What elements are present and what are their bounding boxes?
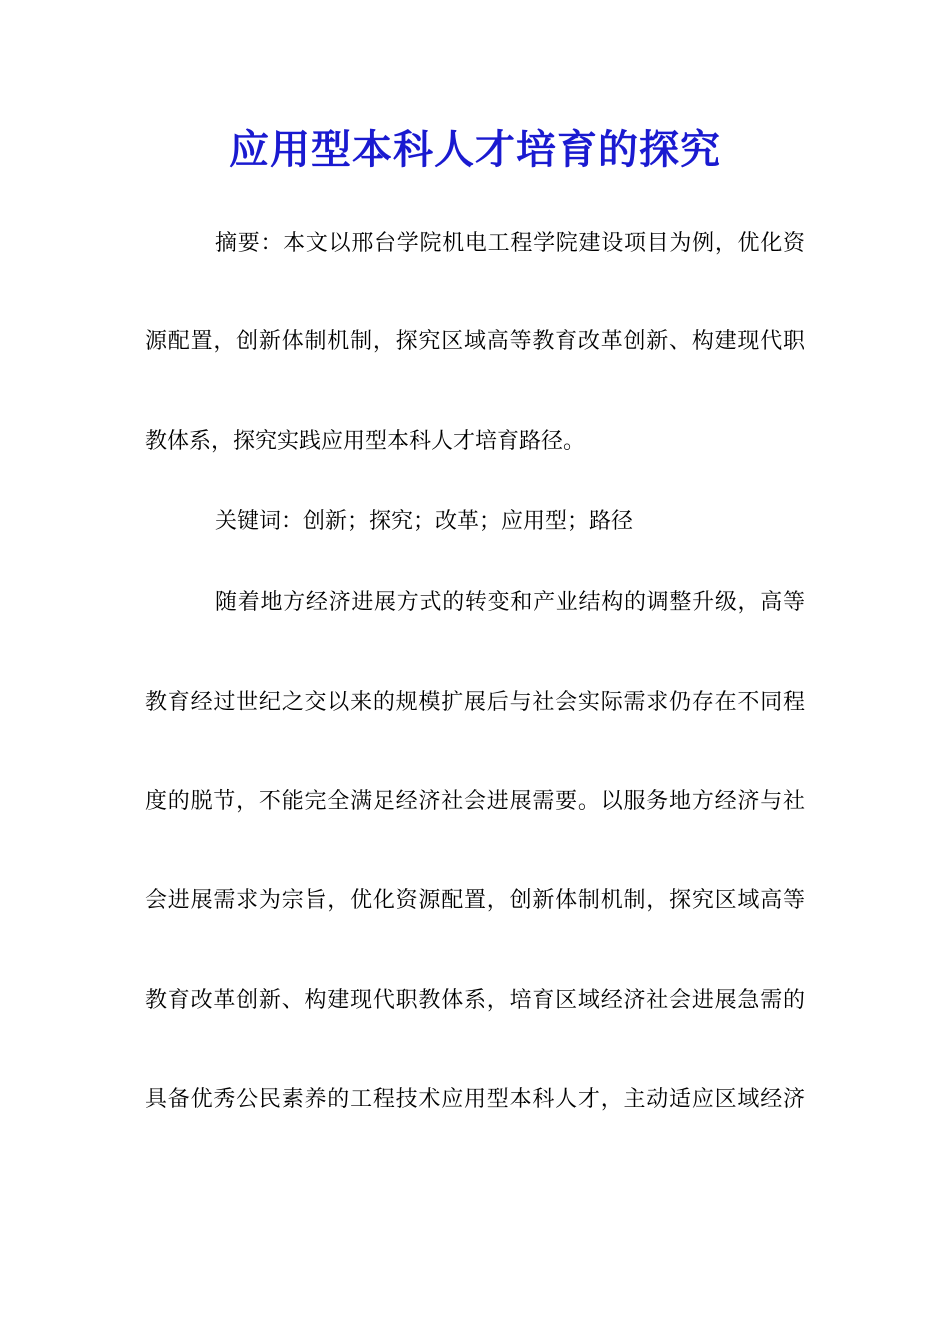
abstract-line-1: 摘要：本文以邢台学院机电工程学院建设项目为例，优化资 xyxy=(215,231,805,256)
body-line-2: 教育经过世纪之交以来的规模扩展后与社会实际需求仍存在不同程 xyxy=(145,690,805,715)
body-line-1: 随着地方经济进展方式的转变和产业结构的调整升级，高等 xyxy=(215,590,805,615)
body-line-3: 度的脱节，不能完全满足经济社会进展需要。以服务地方经济与社 xyxy=(145,789,805,814)
keywords-line: 关键词：创新；探究；改革；应用型；路径 xyxy=(215,509,634,534)
abstract-line-3: 教体系，探究实践应用型本科人才培育路径。 xyxy=(145,429,586,454)
body-line-5: 教育改革创新、构建现代职教体系，培育区域经济社会进展急需的 xyxy=(145,988,805,1013)
document-title: 应用型本科人才培育的探究 xyxy=(229,126,721,173)
body-line-6: 具备优秀公民素养的工程技术应用型本科人才，主动适应区域经济 xyxy=(145,1087,805,1112)
body-line-4: 会进展需求为宗旨，优化资源配置，创新体制机制，探究区域高等 xyxy=(145,888,805,913)
abstract-line-2: 源配置，创新体制机制，探究区域高等教育改革创新、构建现代职 xyxy=(145,329,805,354)
